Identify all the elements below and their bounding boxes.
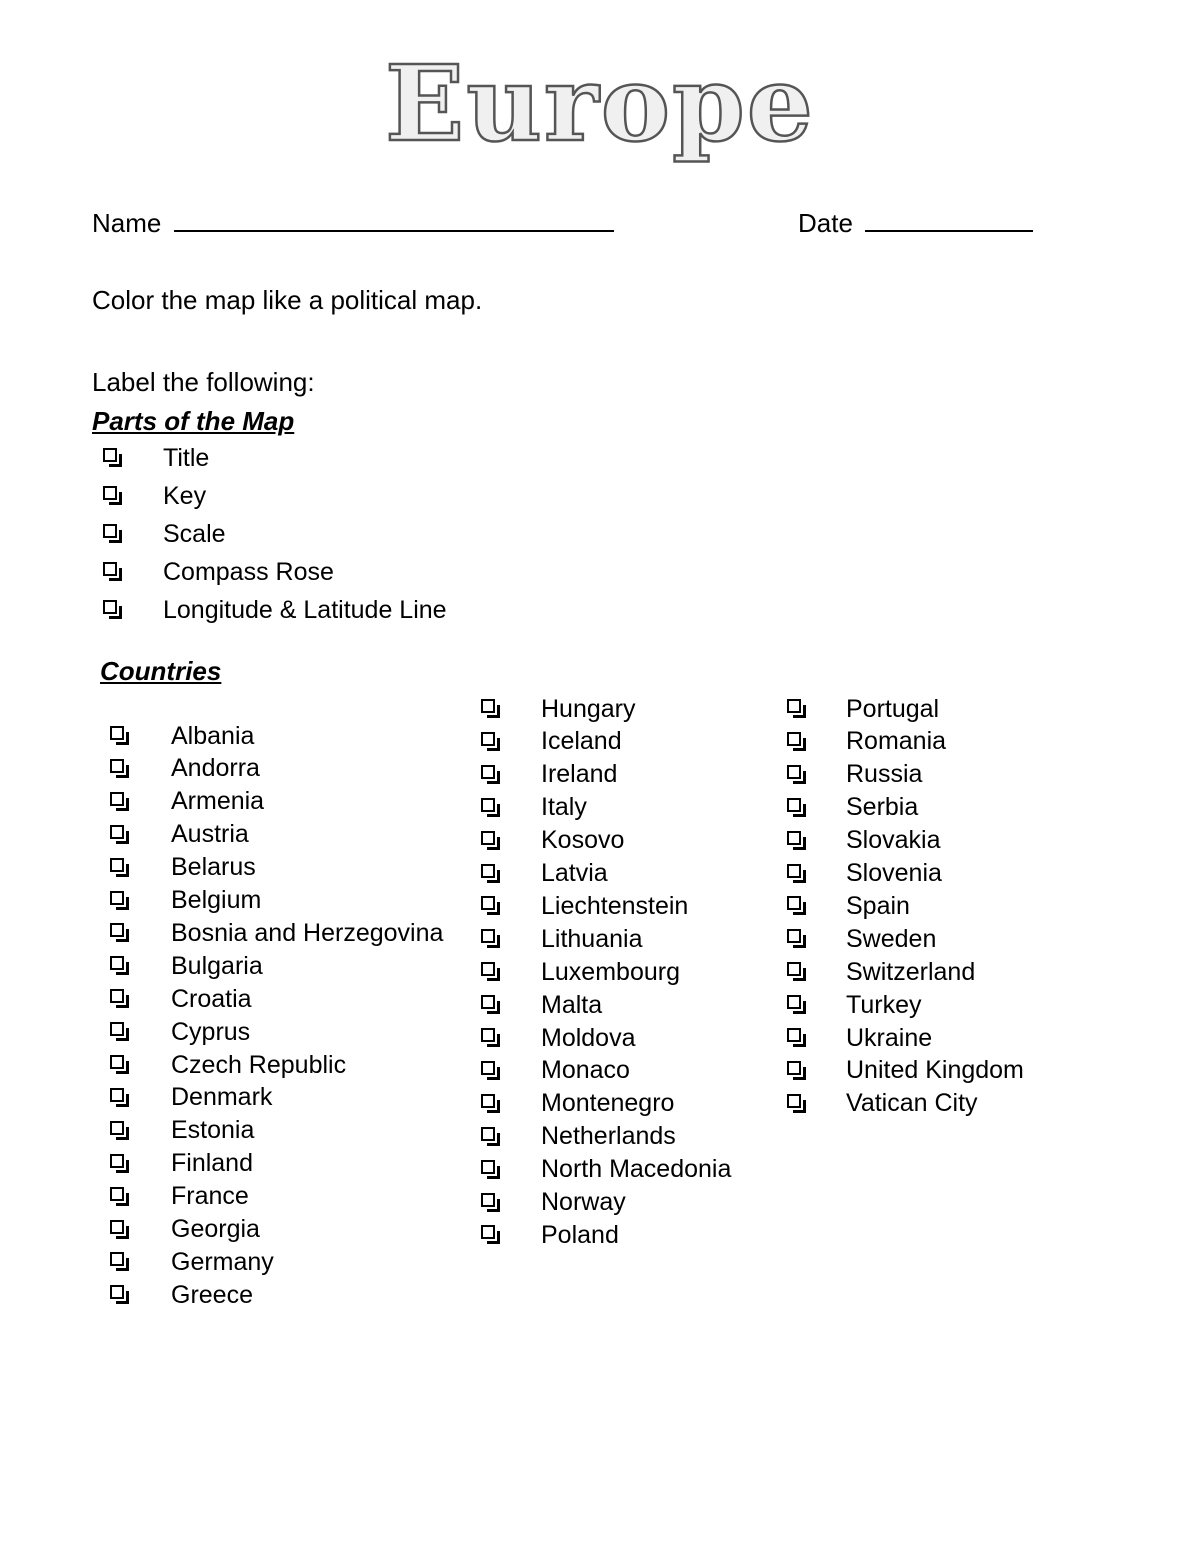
checklist-item (103, 481, 207, 510)
checklist-item (481, 891, 689, 920)
checklist-item (481, 1089, 675, 1118)
checklist-item (110, 1017, 251, 1046)
checkbox-icon[interactable] (481, 929, 501, 949)
checklist-item-label: Slovakia (846, 826, 941, 855)
checklist-item (787, 957, 976, 986)
checkbox-icon[interactable] (787, 995, 807, 1015)
checklist-item (787, 1056, 1024, 1085)
checklist-item (787, 924, 937, 953)
checklist-item (787, 760, 923, 789)
checklist-item-label: Andorra (171, 754, 260, 783)
checklist-item (481, 1056, 630, 1085)
checklist-item (110, 951, 263, 980)
checklist-item-label: Vatican City (846, 1089, 978, 1118)
checklist-item-label: Switzerland (846, 957, 976, 986)
checklist-item (481, 1220, 619, 1249)
date-label: Date (798, 208, 853, 238)
checkbox-icon[interactable] (110, 1220, 130, 1240)
checklist-item (481, 957, 680, 986)
checklist-item (481, 1023, 636, 1052)
name-blank-line[interactable] (174, 208, 614, 232)
checklist-item-label: Turkey (846, 990, 922, 1019)
checklist-item (481, 694, 636, 723)
checklist-item-label: Austria (171, 820, 249, 849)
checklist-item-label: Cyprus (171, 1017, 251, 1046)
checklist-item (481, 727, 622, 756)
checklist-item-label: Luxembourg (541, 957, 680, 986)
checklist-item (110, 918, 444, 947)
checklist-item (787, 694, 940, 723)
checkbox-icon[interactable] (103, 486, 123, 506)
checklist-item-label: Montenegro (541, 1089, 675, 1118)
checkbox-icon[interactable] (103, 562, 123, 582)
checkbox-icon[interactable] (481, 831, 501, 851)
checkbox-icon[interactable] (787, 1028, 807, 1048)
checklist-item-label: Germany (171, 1247, 274, 1276)
checklist-item (481, 793, 587, 822)
checkbox-icon[interactable] (481, 864, 501, 884)
checklist-item (481, 1155, 732, 1184)
checklist-item (103, 557, 334, 586)
checklist-item-label: Croatia (171, 984, 252, 1013)
checklist-item (110, 754, 260, 783)
checklist-item-label: Bulgaria (171, 951, 263, 980)
checkbox-icon[interactable] (110, 792, 130, 812)
checklist-item (103, 519, 226, 548)
checklist-item (110, 787, 265, 816)
checkbox-icon[interactable] (481, 1225, 501, 1245)
checkbox-icon[interactable] (481, 1160, 501, 1180)
date-blank-line[interactable] (865, 208, 1033, 232)
checklist-item (110, 1116, 255, 1145)
checkbox-icon[interactable] (481, 1193, 501, 1213)
checklist-item (481, 760, 618, 789)
checkbox-icon[interactable] (481, 699, 501, 719)
checklist-item-label: Denmark (171, 1083, 273, 1112)
checklist-item (103, 595, 447, 624)
checklist-item-label: Romania (846, 727, 947, 756)
checklist-item-label: Malta (541, 990, 603, 1019)
checklist-item (787, 990, 922, 1019)
checklist-item (787, 859, 942, 887)
checklist-item-label: Bosnia and Herzegovina (171, 918, 444, 947)
checklist-item (481, 1122, 676, 1151)
checklist-item-label: Iceland (541, 727, 622, 756)
date-field (798, 208, 1033, 239)
checkbox-icon[interactable] (787, 864, 807, 884)
checkbox-icon[interactable] (110, 1088, 130, 1108)
checklist-item (481, 1188, 626, 1216)
checkbox-icon[interactable] (481, 732, 501, 752)
parts-heading: Parts of the Map (92, 406, 295, 436)
checklist-item-label: Liechtenstein (541, 891, 689, 920)
checklist-item (787, 727, 947, 756)
checklist-item-label: Title (163, 443, 210, 472)
checklist-item-label: Serbia (846, 793, 919, 822)
checklist-item-label: Italy (541, 793, 587, 822)
checklist-item-label: Finland (171, 1149, 253, 1178)
name-field (92, 208, 614, 239)
checkbox-icon[interactable] (110, 956, 130, 976)
name-label: Name (92, 208, 162, 238)
checkbox-icon[interactable] (110, 891, 130, 911)
checklist-item (787, 826, 941, 855)
checklist-item (787, 793, 919, 822)
checkbox-icon[interactable] (110, 989, 130, 1009)
checklist-item-label: Greece (171, 1280, 253, 1309)
checkbox-icon[interactable] (481, 995, 501, 1015)
checklist-item-label: Norway (541, 1188, 626, 1216)
checklist-item (787, 1089, 978, 1118)
checkbox-icon[interactable] (110, 1121, 130, 1141)
checklist-item-label: Ukraine (846, 1023, 933, 1052)
checklist-item-label: Spain (846, 891, 910, 920)
checklist-item-label: Key (163, 481, 207, 510)
checklist-item-label: Longitude & Latitude Line (163, 595, 447, 624)
checkbox-icon[interactable] (787, 732, 807, 752)
checklist-item (103, 443, 210, 472)
checkbox-icon[interactable] (110, 825, 130, 845)
checkbox-icon[interactable] (787, 929, 807, 949)
checkbox-icon[interactable] (481, 962, 501, 982)
checklist-item-label: Netherlands (541, 1122, 676, 1151)
checklist-item (110, 853, 256, 882)
checklist-item-label: Monaco (541, 1056, 630, 1085)
checklist-item (110, 1149, 253, 1178)
checkbox-icon[interactable] (110, 1285, 130, 1305)
checklist-item-label: Sweden (846, 924, 937, 953)
checkbox-icon[interactable] (787, 798, 807, 818)
checklist-item-label: Moldova (541, 1023, 636, 1052)
instruction-text: Color the map like a political map. (92, 285, 483, 315)
checkbox-icon[interactable] (481, 1127, 501, 1147)
checklist-item-label: Georgia (171, 1215, 260, 1243)
checklist-item-label: North Macedonia (541, 1155, 732, 1184)
checklist-item-label: Belgium (171, 886, 262, 914)
checklist-item (110, 1247, 274, 1276)
checkbox-icon[interactable] (787, 831, 807, 851)
checklist-item-label: Ireland (541, 760, 618, 789)
checklist-item-label: Kosovo (541, 826, 625, 855)
checklist-item-label: Russia (846, 760, 923, 789)
countries-heading: Countries (100, 656, 222, 686)
checklist-item (110, 1083, 273, 1112)
checklist-item (787, 1023, 933, 1052)
checklist-item (481, 859, 608, 887)
checkbox-icon[interactable] (787, 896, 807, 916)
checkbox-icon[interactable] (787, 765, 807, 785)
checklist-item-label: Lithuania (541, 924, 643, 953)
checklist-item-label: Estonia (171, 1116, 255, 1145)
checklist-item-label: Compass Rose (163, 557, 334, 586)
checkbox-icon[interactable] (110, 923, 130, 943)
checkbox-icon[interactable] (103, 600, 123, 620)
checkbox-icon[interactable] (787, 1061, 807, 1081)
checkbox-icon[interactable] (481, 1028, 501, 1048)
checklist-item (110, 1215, 260, 1243)
checklist-item-label: Latvia (541, 859, 608, 887)
checklist-item-label: Hungary (541, 694, 636, 723)
checklist-item (481, 924, 643, 953)
checkbox-icon[interactable] (110, 1252, 130, 1272)
checklist-item (110, 1050, 347, 1079)
checklist-item (110, 984, 252, 1013)
checklist-item-label: Belarus (171, 853, 256, 882)
checkbox-icon[interactable] (110, 1154, 130, 1174)
checkbox-icon[interactable] (110, 726, 130, 746)
checklist-item-label: Portugal (846, 694, 940, 723)
checkbox-icon[interactable] (481, 1061, 501, 1081)
checklist-item (110, 1182, 249, 1211)
checkbox-icon[interactable] (481, 765, 501, 785)
checklist-item-label: Poland (541, 1220, 619, 1249)
checkbox-icon[interactable] (787, 962, 807, 982)
checkbox-icon[interactable] (110, 1187, 130, 1207)
checklist-item (481, 990, 603, 1019)
checklist-item (787, 891, 910, 920)
checkbox-icon[interactable] (103, 448, 123, 468)
checklist-item-label: Slovenia (846, 859, 942, 887)
checklist-item-label: Scale (163, 519, 226, 548)
checklist-item-label: United Kingdom (846, 1056, 1024, 1085)
checkbox-icon[interactable] (787, 1094, 807, 1114)
page-title: Europe (385, 42, 815, 165)
checklist-item (110, 820, 249, 849)
checkbox-icon[interactable] (110, 1022, 130, 1042)
checkbox-icon[interactable] (110, 1055, 130, 1075)
checkbox-icon[interactable] (481, 896, 501, 916)
checklist-item-label: France (171, 1182, 249, 1211)
checkbox-icon[interactable] (787, 699, 807, 719)
checkbox-icon[interactable] (481, 798, 501, 818)
checklist-item (110, 721, 255, 750)
checklist-item (481, 826, 625, 855)
checkbox-icon[interactable] (110, 858, 130, 878)
checkbox-icon[interactable] (103, 524, 123, 544)
label-intro-text: Label the following: (92, 367, 315, 397)
checklist-item-label: Czech Republic (171, 1050, 347, 1079)
checkbox-icon[interactable] (481, 1094, 501, 1114)
checkbox-icon[interactable] (110, 759, 130, 779)
checklist-item-label: Armenia (171, 787, 265, 816)
checklist-item (110, 1280, 253, 1309)
checklist-item-label: Albania (171, 721, 255, 750)
checklist-item (110, 886, 262, 914)
